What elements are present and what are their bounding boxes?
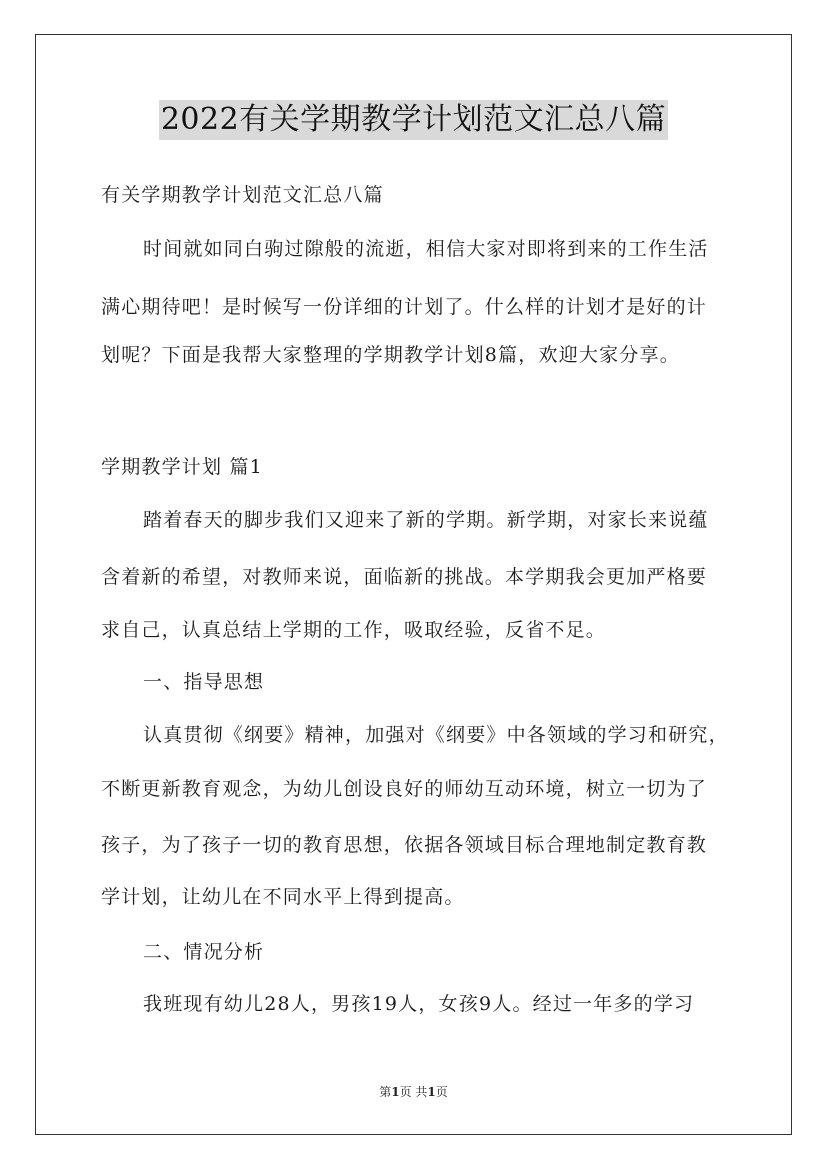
footer-page-prefix: 第 <box>379 1085 392 1099</box>
subheading-guiding-thought: 一、指导思想 <box>143 671 265 693</box>
intro-line-3: 划呢？下面是我帮大家整理的学期教学计划8篇，欢迎大家分享。 <box>101 344 680 366</box>
footer-page-total: 1 <box>427 1085 436 1099</box>
intro-line-2: 满心期待吧！是时候写一份详细的计划了。什么样的计划才是好的计 <box>101 296 708 318</box>
footer-page-suffix: 页 <box>435 1085 448 1099</box>
paragraph-line: 孩子，为了孩子一切的教育思想，依据各领域目标合理地制定教育教 <box>101 834 708 856</box>
paragraph-line: 求自己，认真总结上学期的工作，吸取经验，反省不足。 <box>101 619 607 641</box>
page-footer <box>0 1084 827 1100</box>
footer-page-current: 1 <box>391 1085 400 1099</box>
paragraph-line: 学计划，让幼儿在不同水平上得到提高。 <box>101 886 465 908</box>
document-subtitle: 有关学期教学计划范文汇总八篇 <box>101 184 384 206</box>
document-title: 2022有关学期教学计划范文汇总八篇 <box>159 100 668 140</box>
paragraph-line: 我班现有幼儿28人，男孩19人，女孩9人。经过一年多的学习 <box>143 993 695 1015</box>
paragraph-line: 踏着春天的脚步我们又迎来了新的学期。新学期，对家长来说蕴 <box>143 509 709 531</box>
paragraph-line: 含着新的希望，对教师来说，面临新的挑战。本学期我会更加严格要 <box>101 566 708 588</box>
title-container <box>0 100 827 140</box>
intro-line-1: 时间就如同白驹过隙般的流逝，相信大家对即将到来的工作生活 <box>143 238 709 260</box>
paragraph-line: 不断更新教育观念，为幼儿创设良好的师幼互动环境，树立一切为了 <box>101 778 708 800</box>
section-heading: 学期教学计划 篇1 <box>101 456 263 478</box>
footer-page-mid: 页 共 <box>399 1085 428 1099</box>
paragraph-line: 认真贯彻《纲要》精神，加强对《纲要》中各领域的学习和研究， <box>143 724 729 746</box>
subheading-situation-analysis: 二、情况分析 <box>143 941 265 963</box>
